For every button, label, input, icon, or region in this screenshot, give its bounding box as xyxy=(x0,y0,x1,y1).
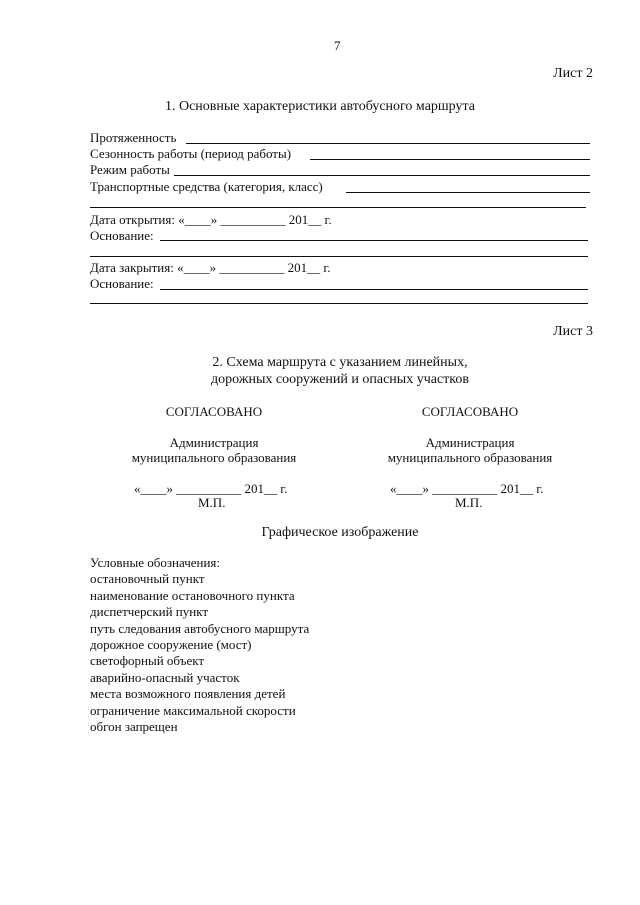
right-stamp: М.П. xyxy=(455,495,483,510)
opening-basis: Основание: xyxy=(90,228,154,243)
opening-basis-line xyxy=(160,240,588,241)
left-approved: СОГЛАСОВАНО xyxy=(165,404,263,419)
left-stamp: М.П. xyxy=(198,495,226,510)
closing-basis-line-2 xyxy=(90,303,588,304)
closing-date: Дата закрытия: «____» __________ 201__ г. xyxy=(90,260,331,275)
graphic-title: Графическое изображение xyxy=(261,525,419,540)
field-extra-line xyxy=(90,207,586,208)
legend-item: диспетчерский пункт xyxy=(90,604,209,620)
field-seasonality: Сезонность работы (период работы) xyxy=(90,146,292,161)
opening-date: Дата открытия: «____» __________ 201__ г. xyxy=(90,212,332,227)
right-org-line1: Администрация xyxy=(425,435,515,450)
legend xyxy=(90,555,309,735)
left-org-line1: Администрация xyxy=(169,435,259,450)
field-seasonality-line xyxy=(310,159,590,160)
legend-title: Условные обозначения: xyxy=(90,555,221,570)
legend-item: места возможного появления детей xyxy=(90,686,286,702)
sheet3-heading-line2: дорожных сооружений и опасных участков xyxy=(211,372,469,387)
field-vehicles-line xyxy=(346,192,590,193)
right-date: «____» __________ 201__ г. xyxy=(390,481,544,496)
legend-item: обгон запрещен xyxy=(90,719,178,735)
sheet2-label: Лист 2 xyxy=(553,66,593,81)
sheet2-heading: 1. Основные характеристики автобусного маршрута xyxy=(164,99,476,114)
opening-basis-line-2 xyxy=(90,256,588,257)
right-org-line2: муниципального образования xyxy=(387,450,553,465)
left-date: «____» __________ 201__ г. xyxy=(134,481,288,496)
page-number: 7 xyxy=(334,38,341,53)
sheet3-heading-line1: 2. Схема маршрута с указанием линейных, xyxy=(212,355,468,370)
field-vehicles: Транспортные средства (категория, класс) xyxy=(90,179,323,194)
legend-item: путь следования автобусного маршрута xyxy=(90,620,310,636)
field-mode: Режим работы xyxy=(90,162,170,177)
closing-basis-line xyxy=(160,289,588,290)
sheet3-label: Лист 3 xyxy=(553,324,593,339)
legend-item: аварийно-опасный участок xyxy=(90,669,240,685)
legend-item: дорожное сооружение (мост) xyxy=(90,637,252,653)
legend-item: остановочный пункт xyxy=(90,571,205,587)
legend-item: наименование остановочного пункта xyxy=(90,587,295,603)
right-approved: СОГЛАСОВАНО xyxy=(421,404,519,419)
field-length: Протяженность xyxy=(90,130,177,145)
closing-basis: Основание: xyxy=(90,276,154,291)
field-length-line xyxy=(186,143,590,144)
legend-item: светофорный объект xyxy=(90,653,205,669)
left-org-line2: муниципального образования xyxy=(131,450,297,465)
legend-item: ограничение максимальной скорости xyxy=(90,702,296,718)
field-mode-line xyxy=(174,175,590,176)
